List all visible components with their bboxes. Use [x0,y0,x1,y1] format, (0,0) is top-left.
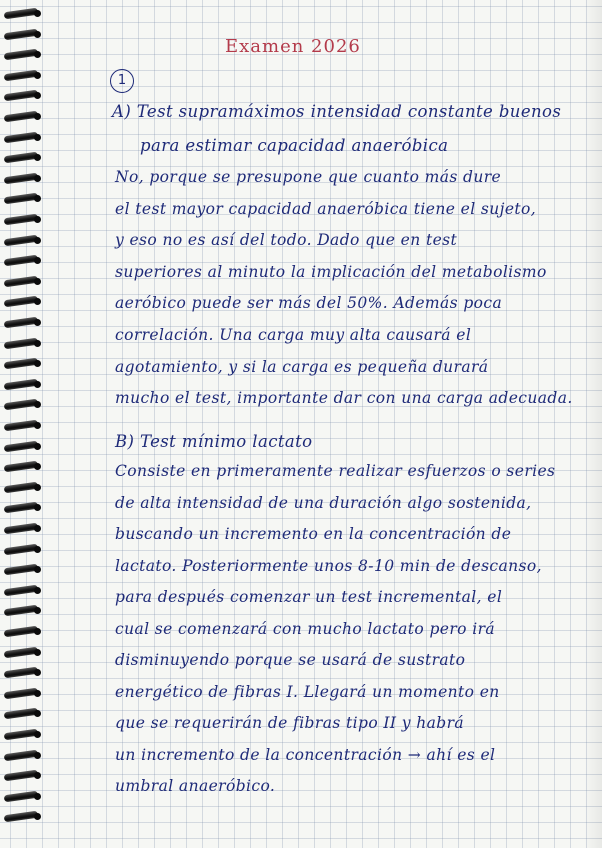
binding-coil [2,70,40,82]
section-b-answer-line-3: buscando un incremento en la concentración de [115,525,512,543]
spiral-binding [0,0,46,848]
binding-coil [2,296,40,308]
binding-coil [2,811,40,823]
section-a-answer-line-1: No, porque se presupone que cuanto más dure [115,168,502,186]
binding-coil [2,523,40,535]
binding-coil [2,482,40,494]
section-b-answer-line-10: un incremento de la concentración → ahí es el [115,746,496,764]
section-a-answer-line-5: aeróbico puede ser más del 50%. Además poca [115,294,503,312]
question-number-badge: 1 [110,69,134,93]
section-b-heading: B) Test mínimo lactato [115,432,313,451]
section-a-answer-line-2: el test mayor capacidad anaeróbica tiene el sujeto, [115,200,537,218]
binding-coil [2,420,40,432]
binding-coil [2,626,40,638]
binding-coil [2,399,40,411]
binding-coil [2,358,40,370]
binding-coil [2,29,40,41]
binding-coil [2,502,40,514]
binding-coil [2,111,40,123]
binding-coil [2,605,40,617]
binding-coil [2,564,40,576]
section-b-answer-line-6: cual se comenzará con mucho lactato pero irá [115,620,496,638]
binding-coil [2,132,40,144]
binding-coil [2,688,40,700]
binding-coil [2,544,40,556]
section-b-answer-line-4: lactato. Posteriormente unos 8-10 min de descanso, [115,557,542,575]
section-b-answer-line-5: para después comenzar un test incremental, el [115,588,503,606]
section-b-answer-line-1: Consiste en primeramente realizar esfuerzos o series [115,462,556,480]
section-b-answer-line-2: de alta intensidad de una duración algo sostenida, [115,494,532,512]
section-a-answer-line-8: mucho el test, importante dar con una carga adecuada. [115,389,573,407]
binding-coil [2,214,40,226]
binding-coil [2,90,40,102]
binding-coil [2,461,40,473]
binding-coil [2,235,40,247]
binding-coil [2,8,40,20]
binding-coil [2,379,40,391]
binding-coil [2,750,40,762]
binding-coil [2,585,40,597]
binding-coil [2,647,40,659]
page-title: Examen 2026 [225,36,361,57]
binding-coil [2,276,40,288]
binding-coil [2,173,40,185]
section-a-answer-line-7: agotamiento, y si la carga es pequeña durará [115,358,489,376]
section-a-heading-line-2: para estimar capacidad anaeróbica [140,136,449,155]
section-a-heading-line-1: A) Test supramáximos intensidad constante buenos [112,102,562,121]
binding-coil [2,338,40,350]
binding-coil [2,193,40,205]
section-b-answer-line-7: disminuyendo porque se usará de sustrato [115,651,466,669]
section-a-answer-line-4: superiores al minuto la implicación del metabolismo [115,263,547,281]
binding-coil [2,49,40,61]
binding-coil [2,152,40,164]
binding-coil [2,729,40,741]
section-a-answer-line-3: y eso no es así del todo. Dado que en test [115,231,458,249]
section-b-answer-line-8: energético de fibras I. Llegará un momento en [115,683,500,701]
binding-coil [2,708,40,720]
section-b-answer-line-9: que se requerirán de fibras tipo II y habrá [115,714,465,732]
section-a-answer-line-6: correlación. Una carga muy alta causará el [115,326,472,344]
binding-coil [2,317,40,329]
binding-coil [2,255,40,267]
binding-coil [2,667,40,679]
section-b-answer-line-11: umbral anaeróbico. [115,777,276,795]
binding-coil [2,441,40,453]
binding-coil [2,770,40,782]
binding-coil [2,791,40,803]
